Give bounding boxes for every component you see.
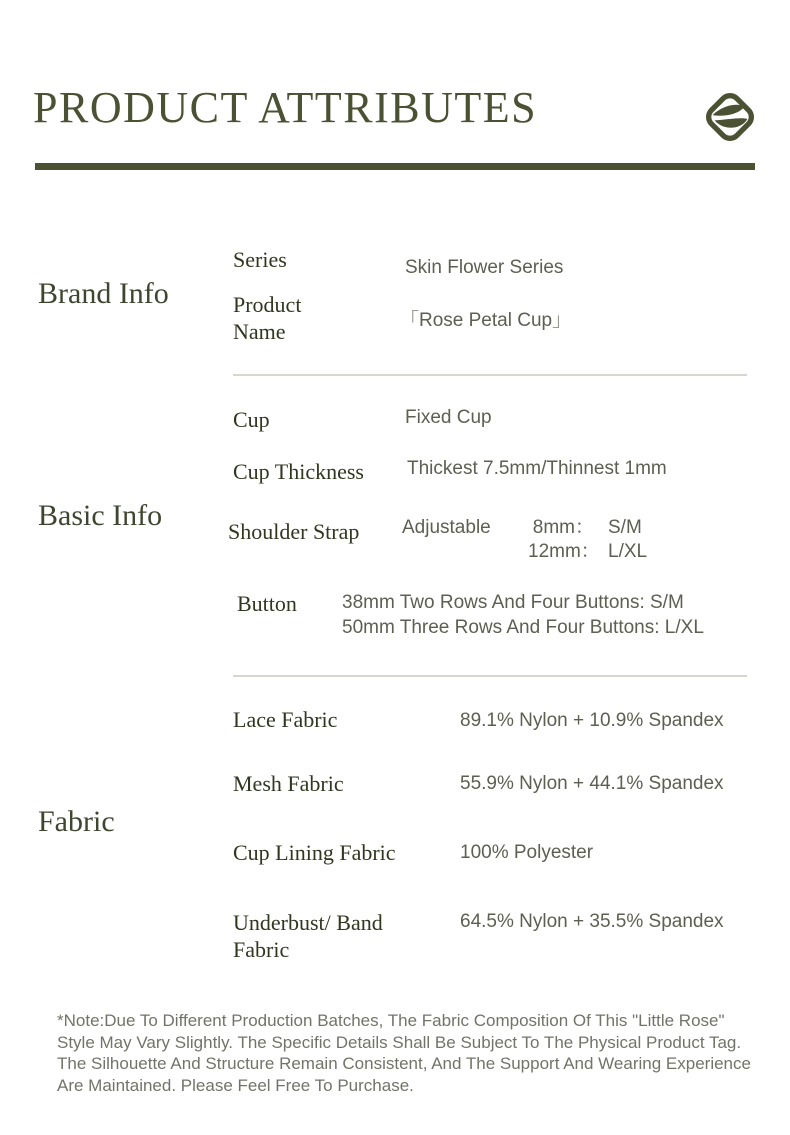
strap-fit-label: L/XL — [608, 541, 648, 562]
title-underline-rule — [35, 163, 755, 170]
section-heading-brand-info: Brand Info — [38, 277, 169, 310]
page-title: PRODUCT ATTRIBUTES — [33, 83, 538, 132]
button-spec-line-2: 50mm Three Rows And Four Buttons: L/XL — [342, 617, 704, 638]
row-label-underbust-band-fabric: Underbust/ Band Fabric — [233, 910, 383, 962]
row-label-cup-thickness: Cup Thickness — [233, 459, 364, 484]
row-value-underbust-band-fabric: 64.5% Nylon + 35.5% Spandex — [460, 911, 724, 932]
row-value-cup: Fixed Cup — [405, 407, 492, 428]
row-value-product-name: 「Rose Petal Cup」 — [400, 310, 572, 331]
strap-fit-label: S/M — [608, 517, 642, 538]
shoulder-strap-size-options — [528, 516, 647, 564]
row-value-cup-lining-fabric: 100% Polyester — [460, 842, 594, 863]
row-label-lace-fabric: Lace Fabric — [233, 707, 338, 732]
row-label-series: Series — [233, 247, 287, 272]
row-value-lace-fabric: 89.1% Nylon + 10.9% Spandex — [460, 710, 724, 731]
row-label-product-name: Product Name — [233, 292, 302, 344]
row-value-cup-thickness: Thickest 7.5mm/Thinnest 1mm — [407, 458, 667, 479]
row-value-button — [342, 590, 704, 640]
button-spec-line-1: 38mm Two Rows And Four Buttons: S/M — [342, 592, 684, 613]
section-divider — [233, 374, 747, 376]
row-value-shoulder-strap: Adjustable — [402, 517, 491, 538]
row-label-button: Button — [237, 591, 297, 616]
row-label-cup-lining-fabric: Cup Lining Fabric — [233, 840, 396, 865]
section-heading-basic-info: Basic Info — [38, 499, 163, 532]
row-label-mesh-fabric: Mesh Fabric — [233, 771, 344, 796]
row-value-series: Skin Flower Series — [405, 257, 564, 278]
section-divider — [233, 675, 747, 677]
diamond-leaf-brand-logo-icon — [699, 87, 761, 147]
section-heading-fabric: Fabric — [38, 805, 115, 838]
row-value-mesh-fabric: 55.9% Nylon + 44.1% Spandex — [460, 773, 724, 794]
strap-option-row — [528, 540, 647, 564]
strap-option-row — [528, 516, 647, 540]
strap-size-label: 8mm： — [532, 517, 594, 538]
row-label-shoulder-strap: Shoulder Strap — [228, 519, 360, 544]
footnote: *Note:Due To Different Production Batches, The Fabric Composition Of This "Little Rose" Style May Vary Slightly. The Specific Details Shall Be Subject To The Physical Product Tag. The Silhouette And Structure Remain Consistent, And The Support And Wearing Experience Are Maintained. Please Feel Free To Purchase. — [57, 1011, 751, 1095]
strap-size-label: 12mm： — [528, 541, 600, 562]
row-label-cup: Cup — [233, 407, 270, 432]
